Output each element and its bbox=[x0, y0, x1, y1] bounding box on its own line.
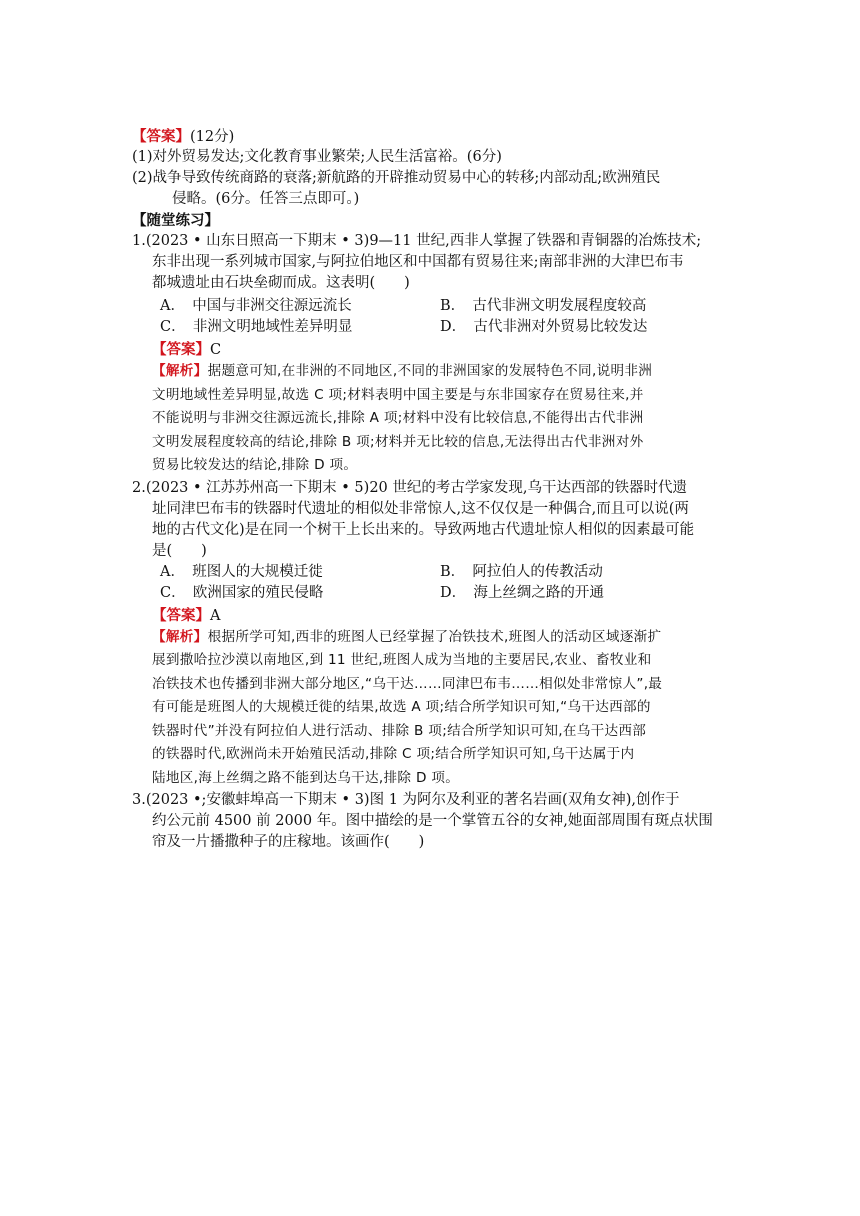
question-stem-line: 是( ) bbox=[152, 542, 207, 559]
question-answer: C bbox=[210, 342, 222, 358]
answer-item-2: (2)战争导致传统商路的衰落;新航路的开辟推动贸易中心的转移;内部动乱;欧洲殖民 bbox=[132, 170, 661, 186]
question-stem-line: 3.(2023 •;安徽蚌埠高一下期末 • 3)图 1 为阿尔及利亚的著名岩画(双角女神),创作于 bbox=[132, 792, 680, 808]
document-page bbox=[132, 126, 732, 853]
option-c: C． 非洲文明地域性差异明显 bbox=[160, 319, 353, 335]
question-stem-line: 1.(2023 • 山东日照高一下期末 • 3)9—11 世纪,西非人掌握了铁器和青铜器的冶炼技术; bbox=[132, 233, 702, 249]
question-stem-line: 址同津巴布韦的铁器时代遗址的相似处非常惊人,这不仅仅是一种偶合,而且可以说(两 bbox=[152, 500, 689, 517]
answer-item-1: (1)对外贸易发达;文化教育事业繁荣;人民生活富裕。(6分) bbox=[132, 149, 502, 165]
analysis-tag: 【解析】 bbox=[152, 628, 208, 645]
analysis-line: 展到撒哈拉沙漠以南地区,到 11 世纪,班图人成为当地的主要居民,农业、畜牧业和 bbox=[152, 652, 652, 668]
question-answer: A bbox=[210, 607, 221, 624]
option-a: A． 班图人的大规模迁徙 bbox=[160, 563, 323, 580]
question-3 bbox=[132, 790, 732, 853]
analysis-line: 陆地区,海上丝绸之路不能到达乌干达,排除 D 项。 bbox=[152, 769, 460, 786]
option-row bbox=[132, 562, 732, 583]
question-answer-line bbox=[132, 605, 732, 626]
option-c: C． 欧洲国家的殖民侵略 bbox=[160, 584, 324, 601]
question-stem-line: 2.(2023 • 江苏苏州高一下期末 • 5)20 世纪的考古学家发现,乌干达西部的铁器时代遗 bbox=[132, 479, 687, 496]
analysis-line bbox=[132, 626, 732, 650]
analysis-line: 贸易比较发达的结论,排除 D 项。 bbox=[152, 457, 358, 473]
analysis-text: 根据所学可知,西非的班图人已经掌握了冶铁技术,班图人的活动区域逐渐扩 bbox=[207, 628, 662, 645]
option-a: A． 中国与非洲交往源远流长 bbox=[160, 298, 352, 314]
answer-item-2-cont: 侵略。(6分。任答三点即可。) bbox=[172, 191, 360, 207]
option-d: D． 古代非洲对外贸易比较发达 bbox=[440, 319, 648, 335]
question-stem-line: 帘及一片播撒种子的庄稼地。该画作( ) bbox=[152, 834, 425, 850]
analysis-line: 不能说明与非洲交往源远流长,排除 A 项;材料中没有比较信息,不能得出古代非洲 bbox=[152, 410, 644, 426]
answer-tag: 【答案】 bbox=[152, 606, 210, 624]
option-b: B． 古代非洲文明发展程度较高 bbox=[440, 298, 647, 314]
analysis-line: 有可能是班图人的大规模迁徙的结果,故选 A 项;结合所学知识可知,“乌干达西部的 bbox=[152, 699, 651, 715]
analysis-line: 文明地域性差异明显,故选 C 项;材料表明中国主要是与东非国家存在贸易往来,并 bbox=[152, 386, 644, 403]
question-stem-line: 约公元前 4500 前 2000 年。图中描绘的是一个掌管五谷的女神,她面部周围有斑点状围 bbox=[152, 813, 713, 829]
analysis-line: 冶铁技术也传播到非洲大部分地区,“乌干达……同津巴布韦……相似处非常惊人”,最 bbox=[152, 675, 663, 692]
answer-score: (12分) bbox=[190, 129, 235, 145]
option-row bbox=[132, 583, 732, 604]
analysis-line: 文明发展程度较高的结论,排除 B 项;材料并无比较的信息,无法得出古代非洲对外 bbox=[152, 433, 644, 450]
practice-heading: 【随堂练习】 bbox=[132, 212, 219, 229]
option-row bbox=[132, 317, 732, 338]
question-stem-line: 地的古代文化)是在同一个树干上长出来的。导致两地古代遗址惊人相似的因素最可能 bbox=[152, 521, 695, 538]
answer-tag: 【答案】 bbox=[132, 128, 190, 145]
analysis-line: 的铁器时代,欧洲尚未开始殖民活动,排除 C 项;结合所学知识可知,乌干达属于内 bbox=[152, 746, 635, 762]
option-b: B． 阿拉伯人的传教活动 bbox=[440, 563, 603, 580]
question-stem-line: 东非出现一系列城市国家,与阿拉伯地区和中国都有贸易往来;南部非洲的大津巴布韦 bbox=[152, 254, 684, 270]
answer-tag: 【答案】 bbox=[152, 341, 210, 358]
analysis-tag: 【解析】 bbox=[152, 363, 208, 379]
analysis-line: 铁器时代”并没有阿拉伯人进行活动、排除 B 项;结合所学知识可知,在乌干达西部 bbox=[152, 722, 647, 739]
analysis-text: 据题意可知,在非洲的不同地区,不同的非洲国家的发展特色不同,说明非洲 bbox=[207, 363, 653, 379]
option-d: D． 海上丝绸之路的开通 bbox=[440, 584, 604, 601]
question-stem-line: 都城遗址由石块垒砌而成。这表明( ) bbox=[152, 275, 410, 291]
answer-heading-line bbox=[132, 126, 732, 147]
option-row bbox=[132, 296, 732, 317]
question-2 bbox=[132, 478, 732, 791]
question-answer-line bbox=[132, 339, 732, 360]
question-1 bbox=[132, 231, 732, 478]
analysis-line bbox=[132, 360, 732, 384]
